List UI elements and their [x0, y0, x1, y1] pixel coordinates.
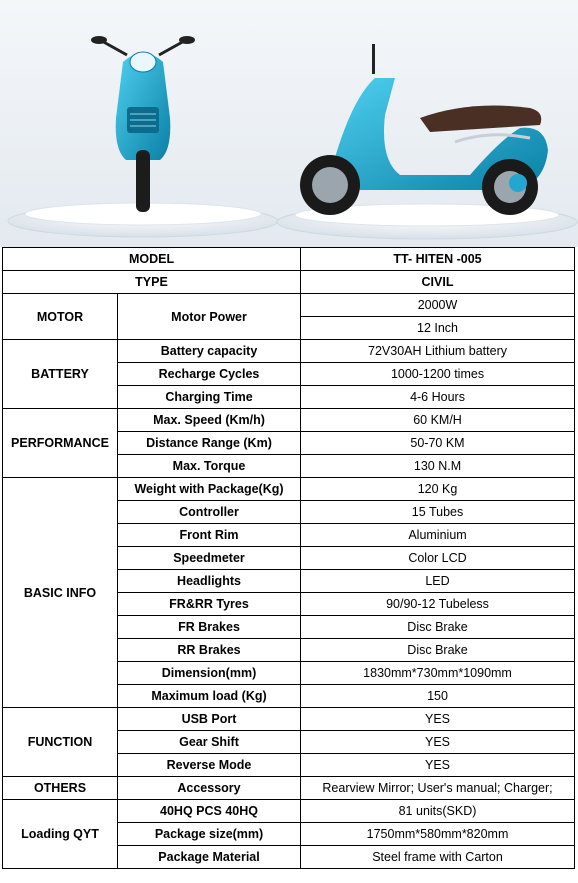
spec-value: YES [301, 708, 575, 731]
spec-label: Battery capacity [118, 340, 301, 363]
spec-value: 90/90-12 Tubeless [301, 593, 575, 616]
spec-label: Gear Shift [118, 731, 301, 754]
model-label: MODEL [3, 248, 301, 271]
table-row [3, 777, 575, 800]
spec-label: Speedmeter [118, 547, 301, 570]
table-row [3, 248, 575, 271]
table-row [3, 708, 575, 731]
spec-label: Front Rim [118, 524, 301, 547]
spec-value: Aluminium [301, 524, 575, 547]
table-row [3, 340, 575, 363]
group-label: OTHERS [3, 777, 118, 800]
spec-value: 4-6 Hours [301, 386, 575, 409]
group-label: FUNCTION [3, 708, 118, 777]
spec-value: 1750mm*580mm*820mm [301, 823, 575, 846]
table-row [3, 478, 575, 501]
spec-label: Headlights [118, 570, 301, 593]
spec-value: 120 Kg [301, 478, 575, 501]
spec-value: 1000-1200 times [301, 363, 575, 386]
spec-label: Reverse Mode [118, 754, 301, 777]
spec-label: 40HQ PCS 40HQ [118, 800, 301, 823]
group-label: MOTOR [3, 294, 118, 340]
spec-value: 1830mm*730mm*1090mm [301, 662, 575, 685]
group-label: BASIC INFO [3, 478, 118, 708]
spec-label: RR Brakes [118, 639, 301, 662]
spec-value: Color LCD [301, 547, 575, 570]
spec-value: YES [301, 754, 575, 777]
table-row [3, 800, 575, 823]
spec-value: Steel frame with Carton [301, 846, 575, 869]
spec-label: Weight with Package(Kg) [118, 478, 301, 501]
spec-label: Package size(mm) [118, 823, 301, 846]
spec-value: 72V30AH Lithium battery [301, 340, 575, 363]
spec-value: YES [301, 731, 575, 754]
spec-label: Motor Power [118, 294, 301, 340]
spec-label: Package Material [118, 846, 301, 869]
spec-value: 50-70 KM [301, 432, 575, 455]
spec-label: Distance Range (Km) [118, 432, 301, 455]
spec-value: LED [301, 570, 575, 593]
spec-value: 150 [301, 685, 575, 708]
group-label: BATTERY [3, 340, 118, 409]
spec-value: 12 Inch [301, 317, 575, 340]
group-label: Loading QYT [3, 800, 118, 869]
spec-label: Recharge Cycles [118, 363, 301, 386]
spec-value: 60 KM/H [301, 409, 575, 432]
spec-label: Dimension(mm) [118, 662, 301, 685]
spec-label: Max. Torque [118, 455, 301, 478]
spec-value: Disc Brake [301, 616, 575, 639]
spec-label: FR Brakes [118, 616, 301, 639]
group-label: PERFORMANCE [3, 409, 118, 478]
specification-table [2, 247, 575, 869]
spec-value: 15 Tubes [301, 501, 575, 524]
table-row [3, 271, 575, 294]
spec-value: 2000W [301, 294, 575, 317]
spec-value: Rearview Mirror; User's manual; Charger; [301, 777, 575, 800]
spec-label: FR&RR Tyres [118, 593, 301, 616]
spec-label: Accessory [118, 777, 301, 800]
spec-label: Max. Speed (Km/h) [118, 409, 301, 432]
spec-value: 81 units(SKD) [301, 800, 575, 823]
spec-label: Maximum load (Kg) [118, 685, 301, 708]
spec-label: Controller [118, 501, 301, 524]
scooter-product-photo [0, 0, 578, 247]
spec-label: Charging Time [118, 386, 301, 409]
table-row [3, 294, 575, 317]
type-value: CIVIL [301, 271, 575, 294]
table-row [3, 409, 575, 432]
model-value: TT- HITEN -005 [301, 248, 575, 271]
spec-value: Disc Brake [301, 639, 575, 662]
type-label: TYPE [3, 271, 301, 294]
spec-value: 130 N.M [301, 455, 575, 478]
spec-label: USB Port [118, 708, 301, 731]
